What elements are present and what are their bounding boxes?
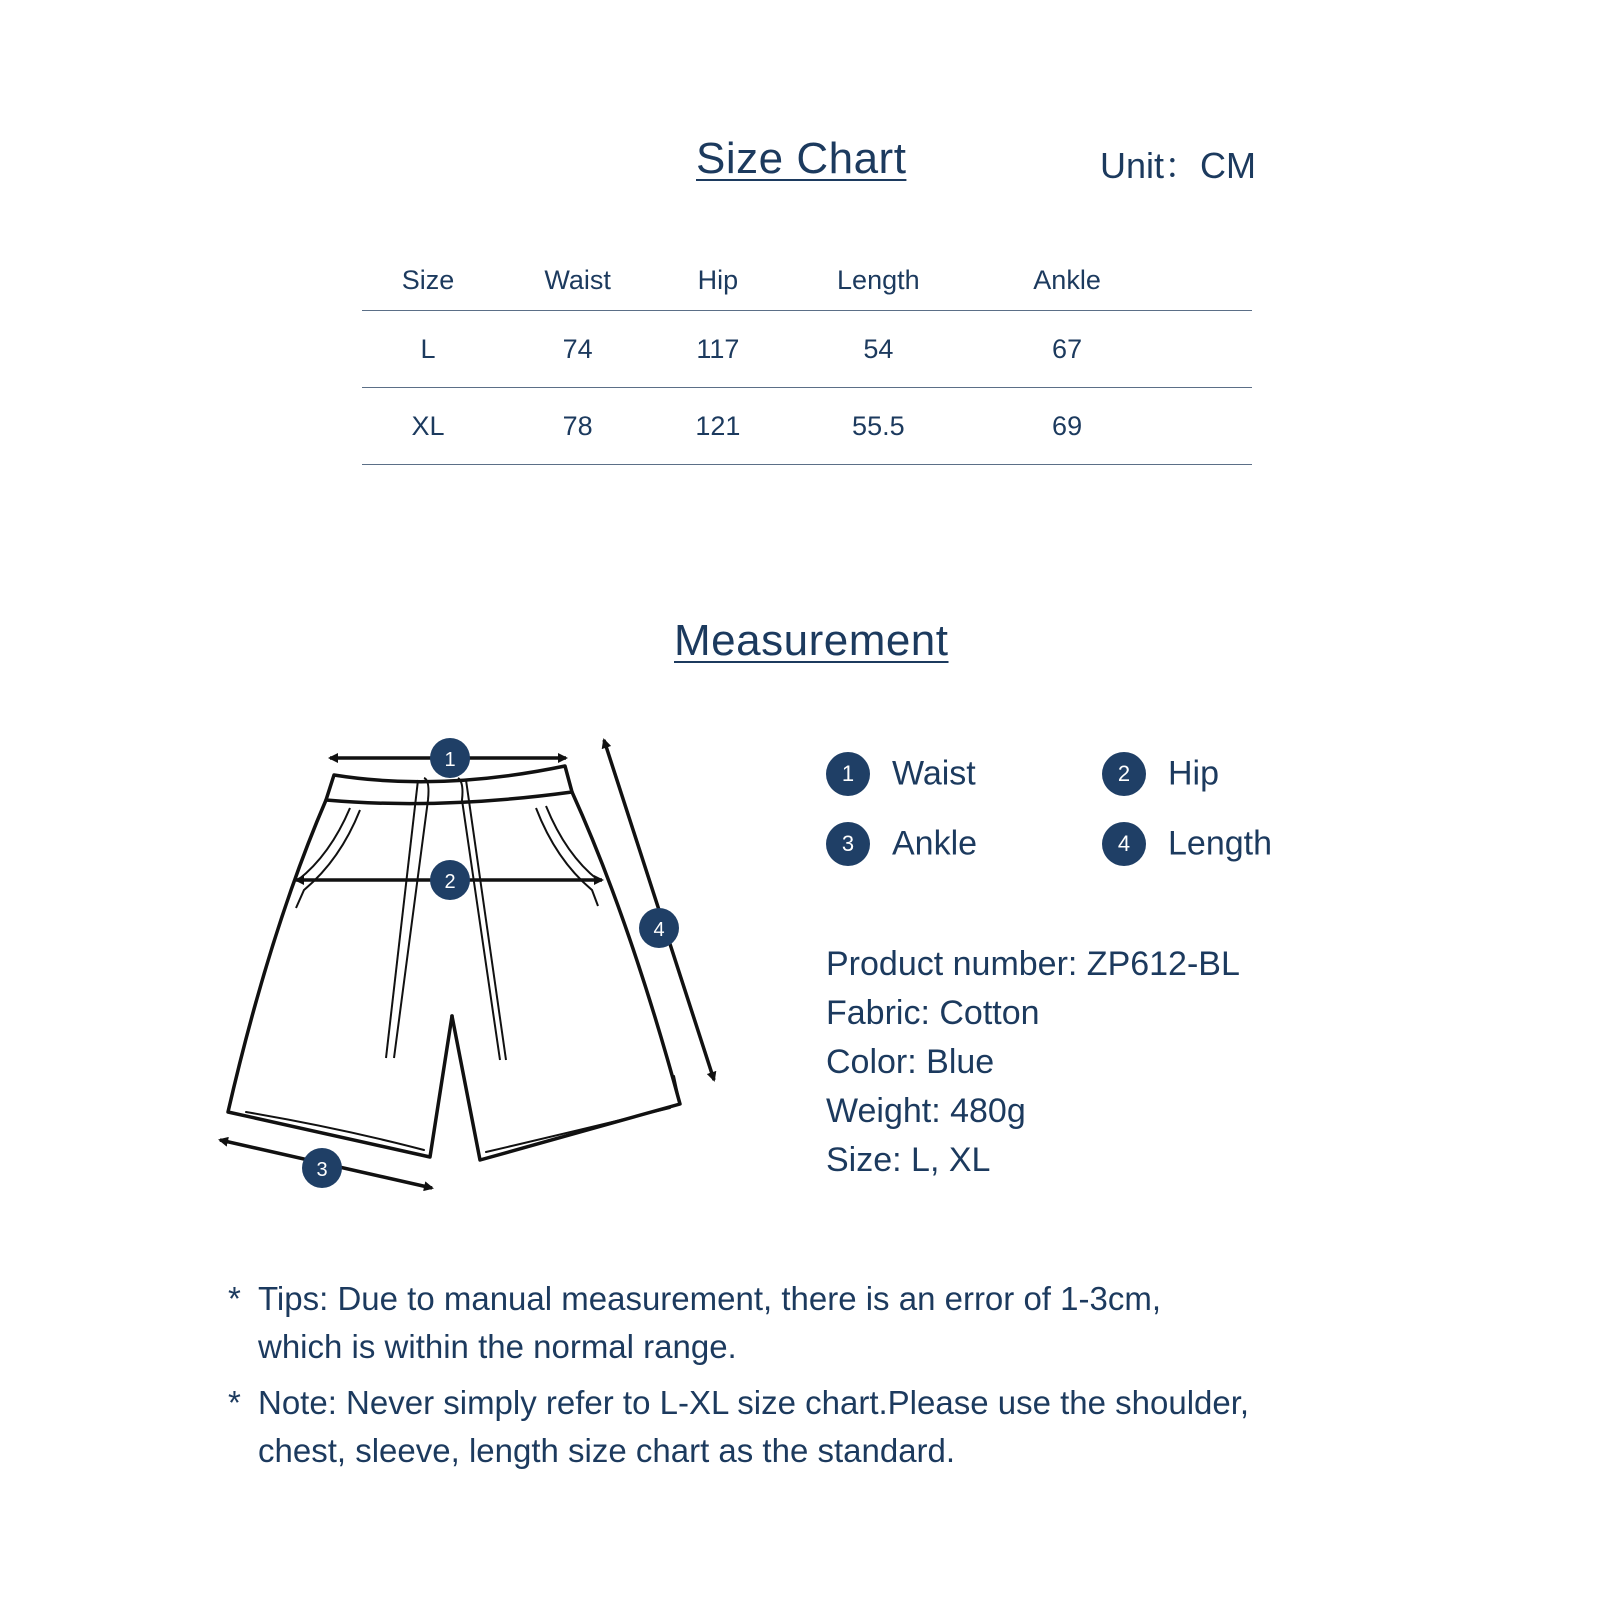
badge-1-icon: 1 <box>826 752 870 796</box>
product-color: Color: Blue <box>826 1043 995 1081</box>
badge-3 <box>302 1148 342 1188</box>
product-info <box>826 940 1240 1185</box>
drawstrings <box>386 778 506 1060</box>
legend-ankle <box>826 822 977 866</box>
column-header-length: Length <box>837 264 920 295</box>
shorts-diagram <box>200 720 740 1210</box>
legend-waist <box>826 752 976 796</box>
legend-label-waist: Waist <box>892 754 976 793</box>
cell-waist: 78 <box>562 410 593 441</box>
note-line-2: chest, sleeve, length size chart as the standard. <box>258 1432 956 1469</box>
table-spacer <box>1152 250 1252 311</box>
size-chart-title: Size Chart <box>696 134 907 183</box>
size-note <box>228 1379 1428 1475</box>
size-table <box>362 250 1252 465</box>
unit-label: Unit：CM <box>1100 145 1257 186</box>
badge-1 <box>430 738 470 778</box>
column-header-size: Size <box>401 264 455 295</box>
svg-text:3: 3 <box>316 1159 328 1181</box>
svg-text:1: 1 <box>444 749 456 771</box>
product-number: Product number: ZP612-BL <box>826 945 1240 983</box>
badge-3-icon: 3 <box>826 822 870 866</box>
svg-text:4: 4 <box>653 919 665 941</box>
legend-length <box>1102 822 1272 866</box>
product-fabric: Fabric: Cotton <box>826 994 1040 1032</box>
legend-label-ankle: Ankle <box>892 824 978 863</box>
column-header-hip: Hip <box>697 264 739 295</box>
column-header-waist: Waist <box>544 264 611 295</box>
shorts-outline <box>228 766 680 1160</box>
cell-hip: 117 <box>696 333 740 364</box>
product-size: Size: L, XL <box>826 1141 991 1179</box>
table-row <box>362 311 1252 388</box>
badge-4-icon: 4 <box>1102 822 1146 866</box>
cell-ankle: 67 <box>1052 333 1083 364</box>
cell-ankle: 69 <box>1052 410 1083 441</box>
badge-2-icon: 2 <box>1102 752 1146 796</box>
table-row <box>362 388 1252 465</box>
bullet-star: * <box>228 1280 241 1317</box>
cell-size: L <box>420 333 436 364</box>
cell-length: 54 <box>863 333 894 364</box>
product-weight: Weight: 480g <box>826 1092 1026 1130</box>
table-spacer <box>1152 388 1252 465</box>
bullet-star: * <box>228 1384 241 1421</box>
cell-hip: 121 <box>695 410 741 441</box>
column-header-ankle: Ankle <box>1033 264 1101 295</box>
cell-length: 55.5 <box>852 410 905 441</box>
legend-label-hip: Hip <box>1168 754 1220 793</box>
legend-label-length: Length <box>1168 824 1272 863</box>
svg-text:2: 2 <box>444 871 456 893</box>
tip-line-2: which is within the normal range. <box>258 1328 737 1365</box>
cell-waist: 74 <box>562 333 593 364</box>
table-spacer <box>1152 311 1252 388</box>
tip-note <box>228 1275 1428 1371</box>
badge-4 <box>639 908 679 948</box>
legend-hip <box>1102 752 1219 796</box>
cell-size: XL <box>411 410 445 441</box>
table-header-row <box>362 250 1252 311</box>
measurement-title: Measurement <box>674 616 949 665</box>
tip-line-1: Tips: Due to manual measurement, there is an error of 1-3cm, <box>258 1280 1161 1317</box>
notes <box>228 1275 1428 1483</box>
badge-2 <box>430 860 470 900</box>
note-line-1: Note: Never simply refer to L-XL size chart.Please use the shoulder, <box>258 1384 1250 1421</box>
